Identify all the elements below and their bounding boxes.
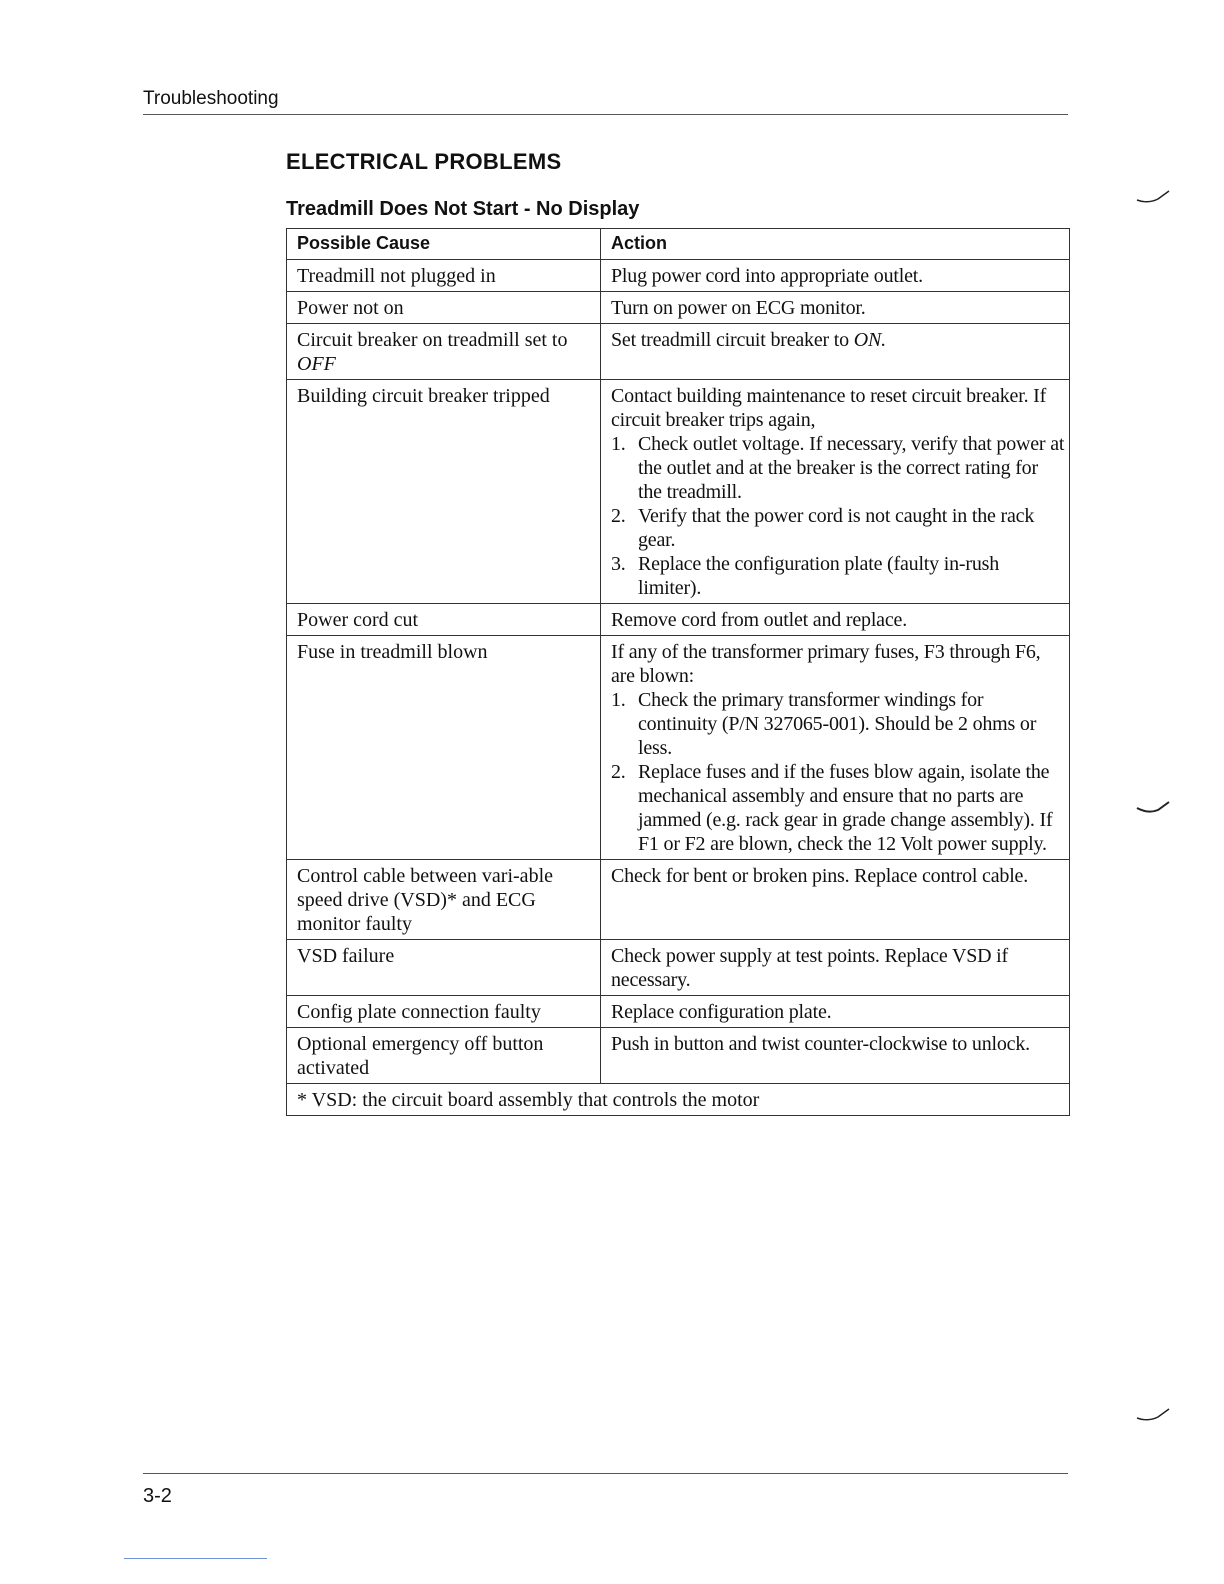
margin-check-mark-icon <box>1136 1408 1170 1422</box>
step-number: 1. <box>611 433 626 455</box>
cause-cell: Control cable between vari-able speed drive (VSD)* and ECG monitor faulty <box>287 860 601 940</box>
step-number: 2. <box>611 505 626 527</box>
margin-check-mark-icon <box>1136 190 1170 204</box>
table-row <box>287 1028 1070 1084</box>
action-step <box>611 760 1065 856</box>
action-cell: Check power supply at test points. Replace VSD if necessary. <box>601 940 1070 996</box>
step-text: Replace the configuration plate (faulty in-rush limiter). <box>638 553 1000 599</box>
table-row <box>287 604 1070 636</box>
table-row <box>287 292 1070 324</box>
action-emphasis: ON. <box>853 329 886 351</box>
scan-edge-line <box>124 1558 267 1559</box>
step-text: Check outlet voltage. If necessary, verify that power at the outlet and at the breaker is the correct rating for the treadmill. <box>638 433 1065 503</box>
table-title: Treadmill Does Not Start - No Display <box>286 198 640 220</box>
action-text: Contact building maintenance to reset circuit breaker. If circuit breaker trips again, <box>611 385 1047 431</box>
cause-cell: Power not on <box>287 292 601 324</box>
cause-cell: Fuse in treadmill blown <box>287 636 601 860</box>
table-row <box>287 940 1070 996</box>
action-step <box>611 688 1065 760</box>
action-step <box>611 432 1065 504</box>
cause-cell: Config plate connection faulty <box>287 996 601 1028</box>
action-text: Set treadmill circuit breaker to <box>611 329 854 351</box>
troubleshooting-table <box>286 228 1070 1116</box>
table-row <box>287 380 1070 604</box>
table-row <box>287 996 1070 1028</box>
action-cell: Replace configuration plate. <box>601 996 1070 1028</box>
table-row <box>287 260 1070 292</box>
margin-check-mark-icon <box>1136 800 1170 814</box>
column-header-action: Action <box>601 229 1070 260</box>
page-number: 3-2 <box>143 1485 172 1507</box>
action-cell <box>601 380 1070 604</box>
cause-cell: Treadmill not plugged in <box>287 260 601 292</box>
action-cell <box>601 324 1070 380</box>
action-steps <box>611 688 1065 856</box>
table-row <box>287 860 1070 940</box>
step-number: 1. <box>611 689 626 711</box>
table-header-row <box>287 229 1070 260</box>
table-row <box>287 636 1070 860</box>
running-head: Troubleshooting <box>143 88 279 109</box>
action-cell: Plug power cord into appropriate outlet. <box>601 260 1070 292</box>
action-cell: Check for bent or broken pins. Replace control cable. <box>601 860 1070 940</box>
step-text: Verify that the power cord is not caught in the rack gear. <box>638 505 1035 551</box>
action-cell <box>601 636 1070 860</box>
footnote: * VSD: the circuit board assembly that controls the motor <box>287 1084 1070 1116</box>
step-text: Replace fuses and if the fuses blow again, isolate the mechanical assembly and ensure that no parts are jammed (e.g. rack gear in grade change assembly). If F1 or F2 are blown, check the 12 Volt power supply. <box>638 761 1053 855</box>
step-text: Check the primary transformer windings for continuity (P/N 327065-001). Should be 2 ohms or less. <box>638 689 1037 759</box>
table-row <box>287 324 1070 380</box>
cause-cell: Optional emergency off button activated <box>287 1028 601 1084</box>
header-rule <box>143 114 1068 115</box>
footnote-row <box>287 1084 1070 1116</box>
action-step <box>611 504 1065 552</box>
action-cell: Push in button and twist counter-clockwise to unlock. <box>601 1028 1070 1084</box>
action-text: If any of the transformer primary fuses, F3 through F6, are blown: <box>611 641 1041 687</box>
column-header-cause: Possible Cause <box>287 229 601 260</box>
cause-cell: Building circuit breaker tripped <box>287 380 601 604</box>
cause-cell: VSD failure <box>287 940 601 996</box>
action-step <box>611 552 1065 600</box>
cause-emphasis: OFF <box>297 353 336 375</box>
cause-cell: Power cord cut <box>287 604 601 636</box>
step-number: 2. <box>611 761 626 783</box>
action-steps <box>611 432 1065 600</box>
action-cell: Turn on power on ECG monitor. <box>601 292 1070 324</box>
section-title: ELECTRICAL PROBLEMS <box>286 149 562 174</box>
cause-text: Circuit breaker on treadmill set to <box>297 329 568 351</box>
action-cell: Remove cord from outlet and replace. <box>601 604 1070 636</box>
cause-cell <box>287 324 601 380</box>
footer-rule <box>143 1473 1068 1474</box>
step-number: 3. <box>611 553 626 575</box>
